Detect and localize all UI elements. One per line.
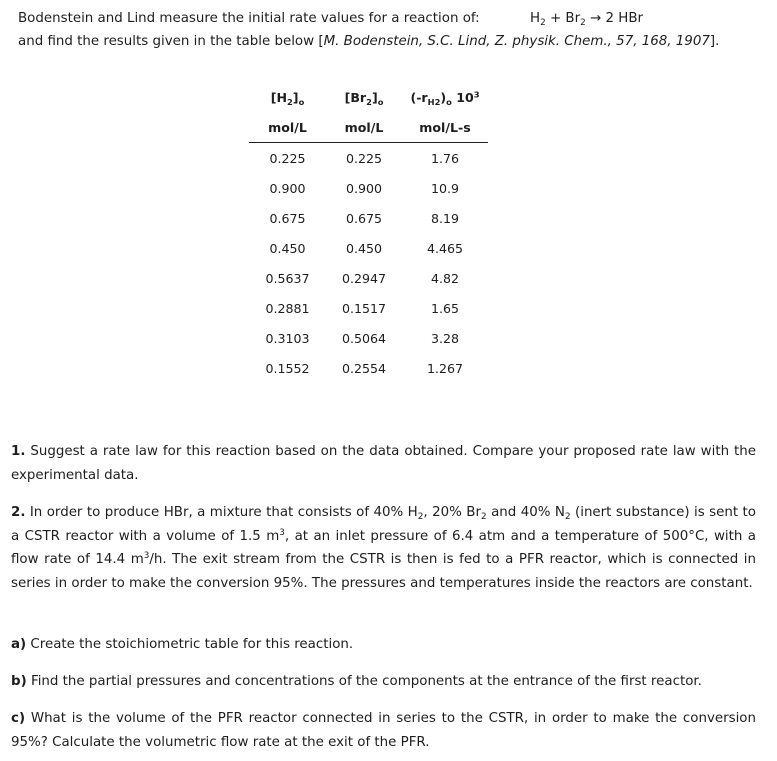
question-1: 1. Suggest a rate law for this reaction based on the data obtained. Compare your proposed rate law with the experimental data. [11,444,756,483]
table-row: 0.225 0.225 1.76 [269,150,460,166]
question-2b: b) Find the partial pressures and concentrations of the components at the entrance of the first reactor. [11,674,702,689]
header-rate: $(-r_{H2})_o$ $10^3$ [410,88,480,107]
table-units-row [249,112,488,143]
header-h2-conc: $[H_2]_o$ [270,89,305,107]
table-header-row [249,82,488,112]
intro-paragraph [18,8,763,49]
table-row: 0.450 0.450 4.465 [269,240,464,256]
citation: M. Bodenstein, S.C. Lind, Z. physik. Chem., 57, 168, 1907 [323,34,710,49]
table-row: 0.900 0.900 10.9 [269,180,460,196]
table-row: 0.2881 0.1517 1.65 [265,300,460,316]
rate-data-table [249,82,488,383]
table-row: 0.3103 0.5064 3.28 [265,330,460,346]
question-2: 2. In order to produce HBr, a mixture that consists of 40% $H_2$, 20% $Br_2$ and 40% $N_2$ (inert substance) is sent to a CSTR reactor with a volume of 1.5 $m^3$, at an inlet pressure of 6.4 atm and a temperature of 500°C, with a flow rate of 14.4 $m^3/h$. The exit stream from the CSTR is then is fed to a PFR reactor, which is connected in series in order to make the conversion 95%. The pressures and temperatures inside the reactors are constant. [11,505,756,591]
reaction-equation: $H_2 + Br_2 \to 2$ HBr [530,11,644,29]
table-row: 0.675 0.675 8.19 [269,210,460,226]
unit-h2: mol/L [249,112,326,143]
question-2c: c) What is the volume of the PFR reactor connected in series to the CSTR, in order to make the conversion 95%? Calculate the volumetric flow rate at the exit of the PFR. [11,711,756,750]
unit-br2: mol/L [326,112,402,143]
intro-line-2: and find the results given in the table below [M. Bodenstein, S.C. Lind, Z. physik. Chem., 57, 168, 1907]. [18,34,720,49]
unit-rate: mol/L-s [402,112,488,143]
table-row: 0.1552 0.2554 1.267 [265,360,464,376]
table-row: 0.5637 0.2947 4.82 [265,270,460,286]
intro-line-1: Bodenstein and Lind measure the initial rate values for a reaction of: [18,11,480,26]
question-2a: a) Create the stoichiometric table for this reaction. [11,637,354,652]
header-br2-conc: $[Br_2]_o$ [344,89,384,107]
